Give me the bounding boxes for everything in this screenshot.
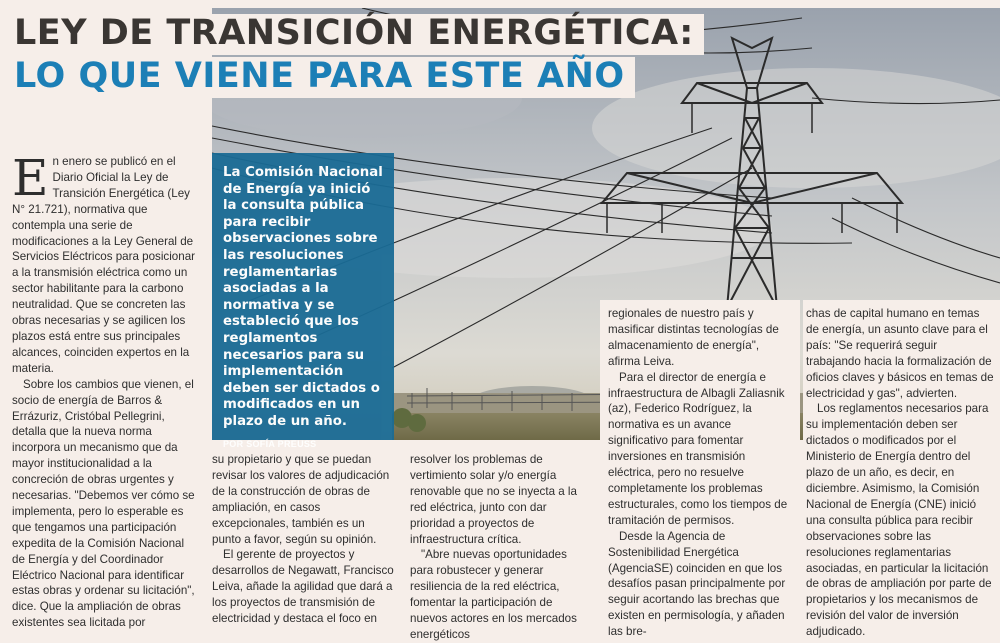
drop-cap: E <box>12 149 49 207</box>
paragraph-1-text: n enero se publicó en el Diario Oficial la Ley de Transición Energética (Ley N° 21.721), normativa que contempla una serie de modificaciones a la Ley General de Servicios Eléctricos para posicionar a la transmisión eléctrica como un sector habilitante para la carbono neutralidad. Que se concreten las obras necesarias y se agilicen los plazos está entre sus principales alcances, coinciden expertos en la materia. <box>12 155 195 375</box>
pull-quote-box <box>212 153 394 449</box>
pull-quote-text: La Comisión Nacional de Energía ya inició la consulta pública para recibir observaciones sobre las resoluciones reglamentarias asociadas a la normativa y se estableció que los reglamentos necesarios para su implementación deben ser dictados o modificados en un plazo de un año. <box>223 165 383 429</box>
title-line-1: LEY DE TRANSICIÓN ENERGÉTICA: <box>12 14 704 55</box>
paragraph-2: Sobre los cambios que vienen, el socio de energía de Barros & Errázuriz, Cristóbal Pellegrini, detalla que la nueva norma incorpora un mecanismo que da mayor institucionalidad a la concreción de obras urgentes y necesarias. "Debemos ver cómo se implementa, pero lo esperable es que tengamos una participación expedita de la Comisión Nacional de Energía y del Coordinador Eléctrico Nacional para identificar estas obras y ordenar su licitación", dice. Que la ampliación de obras existentes sea licitada por <box>12 377 195 630</box>
column-1 <box>12 149 200 631</box>
paragraph-11: Los reglamentos necesarios para su implementación deben ser dictados o modificados por el Ministerio de Energía dentro del plazo de un año, es decir, en diciembre. Asimismo, la Comisión Nacional de Energía (CNE) inició una consulta pública para recibir observaciones sobre las resoluciones reglamentarias asociadas, en particular la licitación de obras de ampliación por parte de propietarios y los mecanismos de revisión del valor de inversión adjudicado. <box>806 402 992 639</box>
paragraph-4: El gerente de proyectos y desarrollos de Negawatt, Francisco Leiva, añade la agilidad que dará a los proyectos de transmisión de electricidad y destaca el foco en <box>212 548 394 626</box>
column-3 <box>410 452 592 643</box>
article-title <box>12 14 704 98</box>
column-2 <box>212 452 394 627</box>
paragraph-9: Desde la Agencia de Sostenibilidad Energética (AgenciaSE) coinciden en que los desafíos pasan principalmente por seguir acortando las brechas que existen en permisología, y añaden las bre- <box>608 529 786 639</box>
byline: POR SOFÍA PREUSS <box>223 438 317 449</box>
title-line-2: LO QUE VIENE PARA ESTE AÑO <box>12 57 635 98</box>
paragraph-6: "Abre nuevas oportunidades para robustecer y generar resiliencia de la red eléctrica, fomentar la participación de nuevos actores en los mercados energéticos <box>410 548 577 641</box>
paragraph-8: Para el director de energía e infraestructura de Albagli Zaliasnik (az), Federico Rodríguez, la normativa es un avance significativo para fomentar inversiones en transmisión eléctrica, pero no resuelve completamente los problemas estructurales, como los tiempos de tramitación de permisos. <box>608 370 788 527</box>
column-5 <box>806 306 994 640</box>
paragraph-10: chas de capital humano en temas de energía, un asunto clave para el país: "Se requerirá seguir trabajando hacia la formalización de oficios claves y básicos en temas de electricidad y gas", advierten. <box>806 307 994 400</box>
paragraph-3: su propietario y que se puedan revisar los valores de adjudicación de la construcción de obras de ampliación, en casos excepcionales, también es un punto a favor, según su opinión. <box>212 453 390 546</box>
paragraph-7: regionales de nuestro país y masificar distintas tecnologías de almacenamiento de energía", afirma Leiva. <box>608 307 779 368</box>
paragraph-1 <box>12 149 200 377</box>
column-4 <box>608 306 794 640</box>
paragraph-5: resolver los problemas de vertimiento solar y/o energía renovable que no se inyecta a la red eléctrica, junto con dar prioridad a proyectos de infraestructura crítica. <box>410 453 577 546</box>
